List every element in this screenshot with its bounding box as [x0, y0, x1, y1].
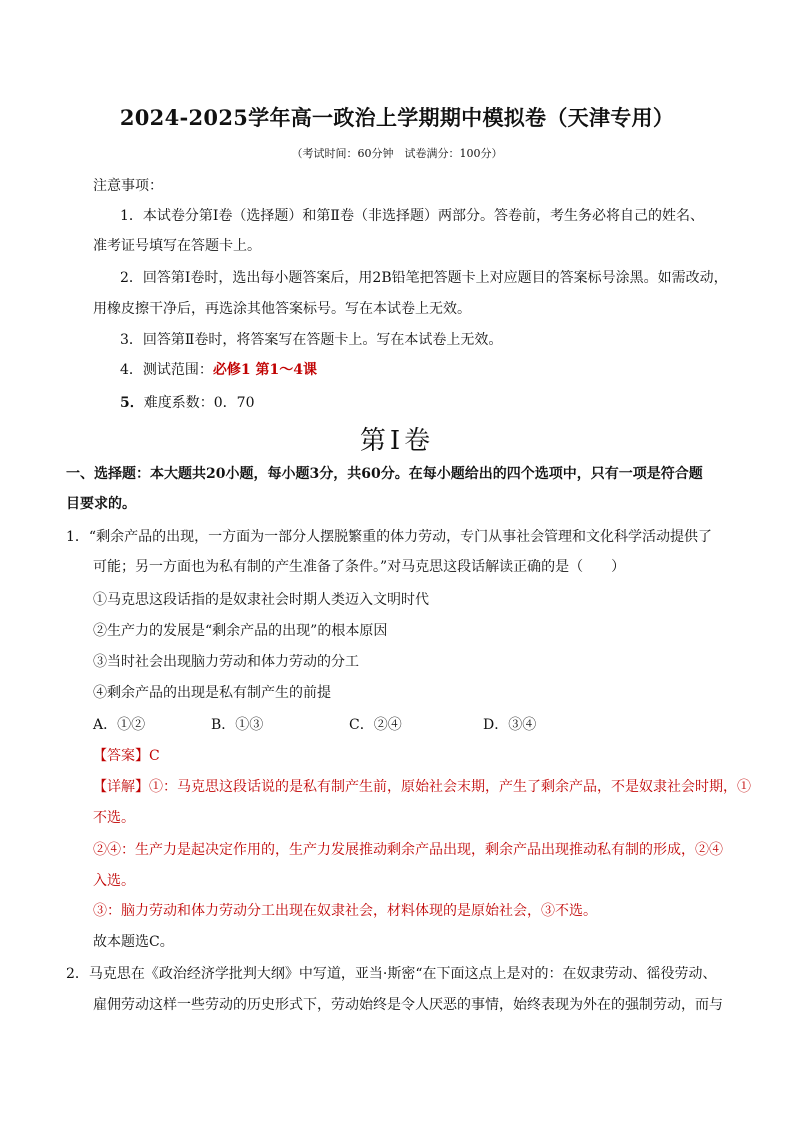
question-1-detail-1-line-2: 不选。 — [93, 810, 135, 826]
question-1-option-1: ①马克思这段话指的是奴隶社会时期人类迈入文明时代 — [93, 592, 429, 608]
note-5-number: 5． — [120, 395, 144, 411]
note-2-line-2: 用橡皮擦干净后，再选涂其他答案标号。写在本试卷上无效。 — [93, 301, 471, 317]
note-1-line-1: 1．本试卷分第Ⅰ卷（选择题）和第Ⅱ卷（非选择题）两部分。答卷前，考生务必将自己的姓名、 — [120, 208, 704, 224]
question-1-detail-1-line-1: 【详解】①：马克思这段话说的是私有制产生前，原始社会末期，产生了剩余产品，不是奴隶社会时期，① — [93, 779, 751, 795]
choice-a: A．①② — [93, 717, 146, 733]
choice-d: D．③④ — [483, 717, 537, 733]
page-title: 2024-2025学年高一政治上学期期中模拟卷（天津专用） — [119, 105, 675, 130]
notes-heading: 注意事项： — [93, 178, 163, 194]
section-instruction-line-2: 目要求的。 — [66, 496, 136, 512]
note-3: 3．回答第Ⅱ卷时，将答案写在答题卡上。写在本试卷上无效。 — [120, 332, 503, 348]
note-4-label: 4．测试范围： — [120, 362, 213, 378]
exam-info: （考试时间：60分钟 试卷满分：100分） — [291, 147, 503, 160]
question-1-option-3: ③当时社会出现脑力劳动和体力劳动的分工 — [93, 654, 359, 670]
test-scope: 必修1 第1～4课 — [212, 362, 318, 378]
question-1-conclusion: 故本题选C。 — [93, 934, 174, 950]
question-1-stem-line-1: 1．“剩余产品的出现，一方面为一部分人摆脱繁重的体力劳动，专门从事社会管理和文化科学活动提供了 — [66, 529, 713, 545]
difficulty: 难度系数：0．70 — [143, 395, 255, 411]
question-1-option-2: ②生产力的发展是“剩余产品的出现”的根本原因 — [93, 623, 388, 639]
note-5 — [120, 393, 254, 413]
choice-b: B．①③ — [211, 717, 264, 733]
question-1-detail-2-line-2: 入选。 — [93, 873, 135, 889]
choice-c: C．②④ — [349, 717, 402, 733]
note-4 — [120, 360, 317, 380]
section-instruction-line-1: 一、选择题：本大题共20小题，每小题3分，共60分。在每小题给出的四个选项中，只有一项是符合题 — [66, 466, 703, 482]
question-2-stem-line-1: 2．马克思在《政治经济学批判大纲》中写道，亚当·斯密“在下面这点上是对的：在奴隶劳动、徭役劳动、 — [66, 966, 717, 982]
question-1-option-4: ④剩余产品的出现是私有制产生的前提 — [93, 685, 331, 701]
question-1-detail-2-line-1: ②④：生产力是起决定作用的，生产力发展推动剩余产品出现，剩余产品出现推动私有制的形成，②④ — [93, 842, 723, 858]
question-2-stem-line-2: 雇佣劳动这样一些劳动的历史形式下，劳动始终是令人厌恶的事情，始终表现为外在的强制劳动，而与 — [93, 997, 723, 1013]
note-2-line-1: 2．回答第Ⅰ卷时，选出每小题答案后，用2B铅笔把答题卡上对应题目的答案标号涂黑。如需改动， — [120, 270, 728, 286]
question-1-detail-3: ③：脑力劳动和体力劳动分工出现在奴隶社会，材料体现的是原始社会，③不选。 — [93, 903, 597, 919]
question-1-stem-line-2: 可能；另一方面也为私有制的产生准备了条件。”对马克思这段话解读正确的是（ ） — [93, 559, 626, 575]
question-1-answer: 【答案】C — [93, 748, 160, 764]
section-title: 第Ⅰ卷 — [359, 426, 435, 456]
note-1-line-2: 准考证号填写在答题卡上。 — [93, 238, 261, 254]
